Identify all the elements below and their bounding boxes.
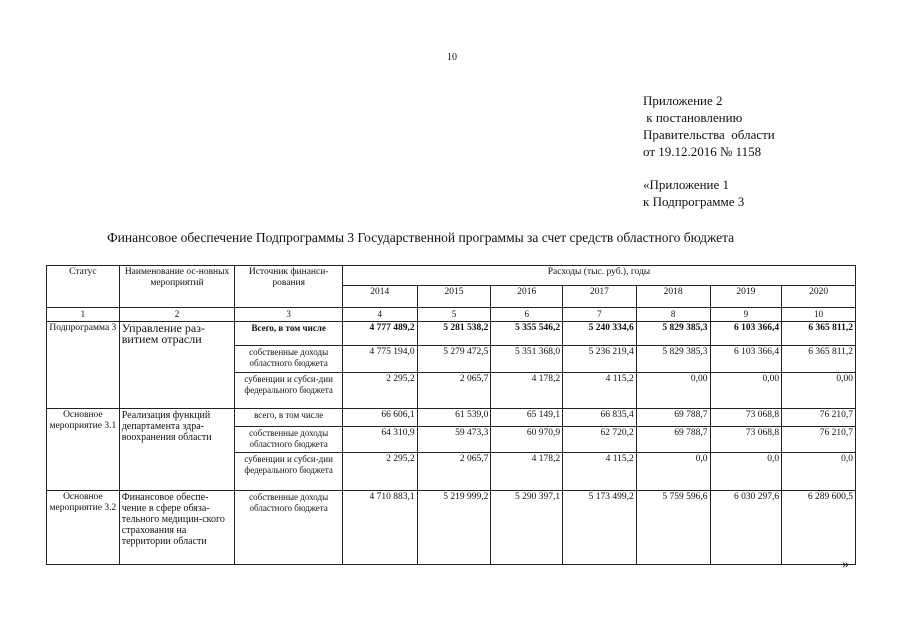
header-year: 2019 [710,286,782,308]
header-source: Источник финанси-рования [235,266,343,308]
value-cell: 69 788,7 [636,427,710,453]
appendix-reference-line: «Приложение 1 [643,177,730,192]
value-cell: 0,00 [782,373,856,409]
header-year: 2014 [342,286,417,308]
appendix-line: Правительства области [643,127,775,142]
value-cell: 4 178,2 [491,373,563,409]
value-cell: 5 236 219,4 [563,346,637,373]
column-index: 10 [782,308,856,322]
header-row [47,266,856,286]
value-cell: 5 759 596,6 [636,491,710,565]
value-cell: 66 606,1 [342,409,417,427]
appendix-line: от 19.12.2016 № 1158 [643,144,762,159]
header-year: 2020 [782,286,856,308]
column-index-row [47,308,856,322]
source-cell: собственные доходы областного бюджета [235,427,343,453]
value-cell: 6 030 297,6 [710,491,782,565]
value-cell: 62 720,2 [563,427,637,453]
value-cell: 65 149,1 [491,409,563,427]
value-cell: 6 103 366,4 [710,346,782,373]
source-cell: собственные доходы областного бюджета [235,346,343,373]
value-cell: 5 829 385,3 [636,322,710,346]
header-year: 2018 [636,286,710,308]
value-cell: 4 710 883,1 [342,491,417,565]
value-cell: 5 173 499,2 [563,491,637,565]
table-row [47,409,856,427]
value-cell: 6 365 811,2 [782,346,856,373]
value-cell: 4 178,2 [491,453,563,491]
header-year: 2015 [417,286,491,308]
appendix-reference-line: к Подпрограмме 3 [643,194,745,209]
value-cell: 2 295,2 [342,373,417,409]
value-cell: 6 103 366,4 [710,322,782,346]
value-cell: 73 068,8 [710,409,782,427]
value-cell: 0,00 [636,373,710,409]
value-cell: 0,0 [782,453,856,491]
column-index: 5 [417,308,491,322]
value-cell: 4 115,2 [563,453,637,491]
value-cell: 59 473,3 [417,427,491,453]
event-cell: Управление раз-витием отрасли [119,322,235,409]
source-cell: собственные доходы областного бюджета [235,491,343,565]
column-index: 6 [491,308,563,322]
table-row [47,322,856,346]
value-cell: 6 365 811,2 [782,322,856,346]
value-cell: 2 295,2 [342,453,417,491]
value-cell: 0,0 [710,453,782,491]
column-index: 7 [563,308,637,322]
status-cell: Основное мероприятие 3.1 [47,409,120,491]
source-cell: субвенции и субси-дии федерального бюджета [235,373,343,409]
value-cell: 5 279 472,5 [417,346,491,373]
column-index: 1 [47,308,120,322]
value-cell: 4 115,2 [563,373,637,409]
column-index: 8 [636,308,710,322]
column-index: 9 [710,308,782,322]
value-cell: 0,00 [710,373,782,409]
document-title: Финансовое обеспечение Подпрограммы 3 Государственной программы за счет средств областного бюджета [107,230,735,245]
value-cell: 5 829 385,3 [636,346,710,373]
closing-quote: » [842,557,849,572]
header-event: Наименование ос-новных мероприятий [119,266,235,308]
value-cell: 5 219 999,2 [417,491,491,565]
value-cell: 5 355 546,2 [491,322,563,346]
event-cell: Реализация функций департамента здра-воохранения области [119,409,235,491]
header-status: Статус [47,266,120,308]
value-cell: 76 210,7 [782,427,856,453]
value-cell: 0,0 [636,453,710,491]
column-index: 4 [342,308,417,322]
column-index: 3 [235,308,343,322]
value-cell: 61 539,0 [417,409,491,427]
value-cell: 6 289 600,5 [782,491,856,565]
value-cell: 5 351 368,0 [491,346,563,373]
value-cell: 5 290 397,1 [491,491,563,565]
header-expenses: Расходы (тыс. руб.), годы [342,266,855,286]
column-index: 2 [119,308,235,322]
header-year: 2016 [491,286,563,308]
value-cell: 76 210,7 [782,409,856,427]
source-cell: всего, в том числе [235,409,343,427]
appendix-block [643,92,775,160]
value-cell: 64 310,9 [342,427,417,453]
value-cell: 60 970,9 [491,427,563,453]
value-cell: 66 835,4 [563,409,637,427]
table-row [47,491,856,565]
value-cell: 4 777 489,2 [342,322,417,346]
status-cell: Основное мероприятие 3.2 [47,491,120,565]
status-cell: Подпрограмма 3 [47,322,120,409]
event-cell: Финансовое обеспе-чение в сфере обяза-тельного медицин-ского страхования на территории области [119,491,235,565]
appendix-reference-block [643,176,744,210]
source-cell: Всего, в том числе [235,322,343,346]
value-cell: 2 065,7 [417,453,491,491]
value-cell: 4 775 194,0 [342,346,417,373]
source-cell: субвенции и субси-дии федерального бюджета [235,453,343,491]
value-cell: 5 240 334,6 [563,322,637,346]
appendix-line: Приложение 2 [643,93,723,108]
value-cell: 69 788,7 [636,409,710,427]
value-cell: 5 281 538,2 [417,322,491,346]
appendix-line: к постановлению [643,110,743,125]
value-cell: 73 068,8 [710,427,782,453]
page-number: 10 [447,52,457,63]
financing-table [46,265,856,565]
value-cell: 2 065,7 [417,373,491,409]
header-year: 2017 [563,286,637,308]
